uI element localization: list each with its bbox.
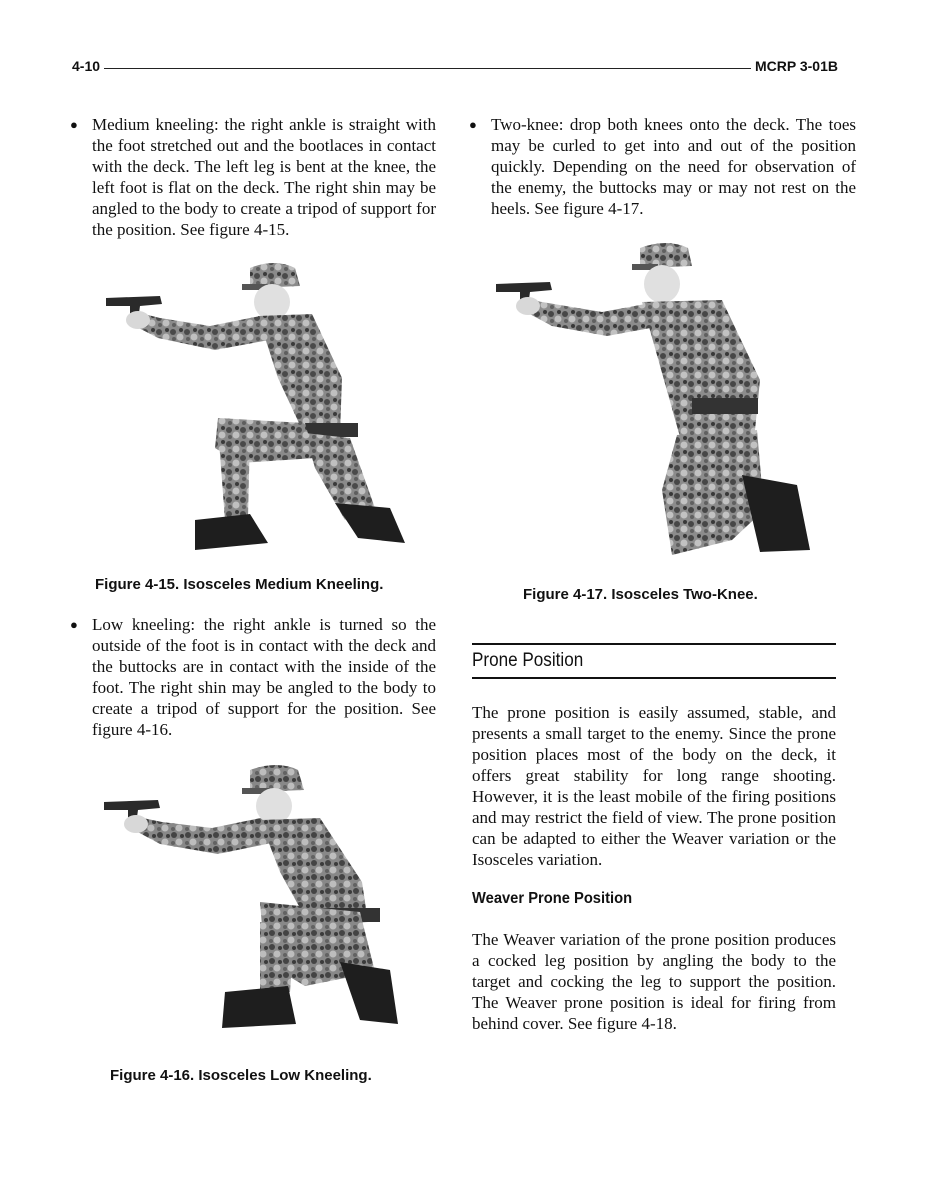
figure-4-16-caption: Figure 4-16. Isosceles Low Kneeling. <box>110 1067 372 1084</box>
bullet-low-kneeling: ● Low kneeling: the right ankle is turned so the outside of the foot is in contact with the deck and the buttocks are in contact with the inside of the foot. The right shin may be angled to the body to create a tripod of support for the position. See figure 4-16. <box>72 614 436 740</box>
figure-4-17-caption: Figure 4-17. Isosceles Two-Knee. <box>523 586 758 603</box>
figure-4-15-image <box>100 258 410 558</box>
header-rule <box>72 68 838 69</box>
section-title: Prone Position <box>472 650 584 671</box>
weaver-paragraph: The Weaver variation of the prone position produces a cocked leg position by angling the body to the target and cocking the leg to support the position. The Weaver prone position is ideal for firing from behind cover. See figure 4-18. <box>472 930 836 1033</box>
bullet-two-knee: ● Two-knee: drop both knees onto the deck. The toes may be curled to get into and out of the position quickly. Depending on the need for observation of the enemy, the buttocks may or may not rest on the heels. See figure 4-17. <box>471 114 856 219</box>
section-rule-bottom <box>472 677 836 679</box>
figure-4-17-image <box>492 240 812 570</box>
bullet-medium-kneeling: ● Medium kneeling: the right ankle is straight with the foot stretched out and the bootlaces in contact with the deck. The left leg is bent at the knee, the left foot is flat on the deck. The right shin may be angled to the body to create a tripod of support for the position. See figure 4-15. <box>72 114 436 240</box>
page-number: 4-10 <box>72 58 104 74</box>
document-id: MCRP 3-01B <box>751 58 838 74</box>
subsection-title: Weaver Prone Position <box>472 890 633 907</box>
prone-position-section-header <box>472 643 836 683</box>
figure-4-16-image <box>100 762 410 1042</box>
section-rule-top <box>472 643 836 645</box>
figure-4-15-caption: Figure 4-15. Isosceles Medium Kneeling. <box>95 576 384 593</box>
prone-paragraph: The prone position is easily assumed, stable, and presents a small target to the enemy. Since the prone position places most of the body on the deck, it offers great stability for long range shooting. However, it is the least mobile of the firing positions and may restrict the field of view. The prone position can be adapted to either the Weaver variation or the Isosceles variation. <box>472 703 836 869</box>
page-header <box>72 56 838 80</box>
